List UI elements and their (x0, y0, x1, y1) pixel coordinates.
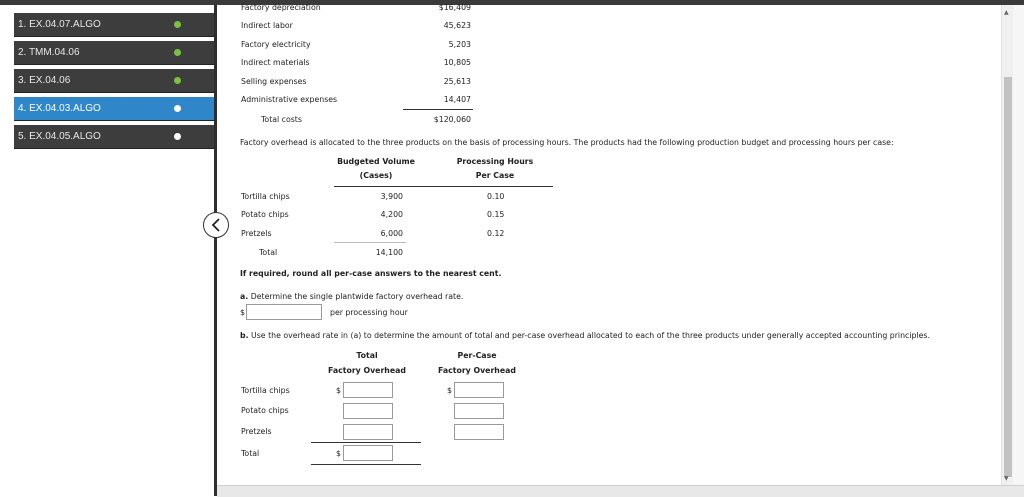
cost-total-label: Total costs (261, 115, 302, 124)
product-label: Potato chips (241, 406, 289, 415)
cost-value: 5,203 (448, 40, 471, 49)
cost-total-value: $120,060 (433, 115, 471, 124)
cost-label: Administrative expenses (241, 95, 338, 104)
product-label: Tortilla chips (241, 386, 290, 395)
complete-status-icon (174, 21, 181, 28)
volume-value: 4,200 (380, 210, 403, 219)
volume-value: 3,900 (380, 192, 403, 201)
subtotal-rule (311, 442, 421, 443)
cost-value: 45,623 (443, 21, 471, 30)
header-rule (334, 186, 553, 187)
volume-header-unit: (Cases) (359, 171, 393, 180)
part-b-letter: b. (240, 331, 249, 340)
product-label: Pretzels (241, 229, 272, 238)
sidebar (0, 5, 216, 496)
per-case-header: Per-Case (457, 351, 497, 360)
cost-label: Indirect labor (241, 21, 293, 30)
total-overhead-input[interactable] (343, 445, 393, 461)
complete-status-icon (174, 49, 181, 56)
product-label: Tortilla chips (241, 192, 290, 201)
currency-symbol: $ (336, 449, 341, 458)
part-b-text: Use the overhead rate in (a) to determine the amount of total and per-case overhead allocated to each of the three products under generally accepted accounting principles. (251, 331, 930, 340)
pretzels-per-case-input[interactable] (454, 424, 504, 440)
hours-header: Processing Hours (456, 157, 534, 166)
cost-value: 10,805 (443, 58, 471, 67)
sidebar-item-label: 3. EX.04.06 (18, 75, 71, 86)
volume-header: Budgeted Volume (337, 157, 415, 166)
product-label: Pretzels (241, 427, 272, 436)
total-double-rule (311, 464, 421, 465)
cost-value: 14,407 (443, 95, 471, 104)
part-a-question (240, 292, 463, 301)
per-case-header-sub: Factory Overhead (437, 366, 516, 375)
rounding-note: If required, round all per-case answers to the nearest cent. (240, 269, 502, 278)
cost-label: Factory depreciation (241, 3, 321, 12)
scroll-down-icon[interactable]: ▼ (1004, 475, 1009, 482)
scroll-up-icon[interactable]: ▲ (1004, 9, 1009, 16)
part-b-question (240, 331, 930, 340)
sidebar-item-label: 1. EX.04.07.ALGO (18, 19, 101, 30)
sidebar-item-1[interactable] (14, 13, 214, 37)
potato-total-overhead-input[interactable] (343, 403, 393, 419)
problem-content (217, 5, 1000, 485)
product-label: Potato chips (241, 210, 289, 219)
cost-label: Factory electricity (241, 40, 311, 49)
sidebar-item-label: 5. EX.04.05.ALGO (18, 131, 101, 142)
hours-value: 0.15 (487, 210, 505, 219)
hours-header-unit: Per Case (475, 171, 515, 180)
currency-symbol: $ (447, 386, 452, 395)
total-label: Total (241, 449, 260, 458)
hours-value: 0.12 (487, 229, 505, 238)
volume-value: 6,000 (380, 229, 403, 238)
hours-value: 0.10 (487, 192, 505, 201)
total-overhead-header-sub: Factory Overhead (327, 366, 406, 375)
sidebar-item-2[interactable] (14, 41, 214, 65)
complete-status-icon (174, 77, 181, 84)
cost-value: $16,409 (438, 3, 471, 12)
sidebar-item-label: 2. TMM.04.06 (18, 47, 80, 58)
volume-total-rule (334, 242, 406, 243)
budget-total-label: Total (259, 248, 278, 257)
overhead-rate-input[interactable] (246, 304, 322, 320)
tortilla-per-case-input[interactable] (454, 382, 504, 398)
scroll-thumb[interactable] (1004, 77, 1012, 477)
budget-total-value: 14,100 (375, 248, 403, 257)
sidebar-item-3[interactable] (14, 69, 214, 93)
rate-unit-label: per processing hour (330, 308, 408, 317)
bottom-bar (217, 485, 1024, 497)
currency-symbol: $ (240, 308, 245, 317)
pretzels-total-overhead-input[interactable] (343, 424, 393, 440)
cost-value: 25,613 (443, 77, 471, 86)
current-status-icon (174, 105, 181, 112)
potato-per-case-input[interactable] (454, 403, 504, 419)
part-a-letter: a. (240, 292, 249, 301)
total-rule (403, 109, 473, 110)
allocation-text: Factory overhead is allocated to the three products on the basis of processing hours. The products had the following production budget and processing hours per case: (240, 138, 894, 147)
cost-label: Indirect materials (241, 58, 310, 67)
tortilla-total-overhead-input[interactable] (343, 382, 393, 398)
currency-symbol: $ (336, 386, 341, 395)
part-a-text: Determine the single plantwide factory overhead rate. (250, 292, 464, 301)
incomplete-status-icon (174, 133, 181, 140)
sidebar-item-5[interactable] (14, 125, 214, 149)
right-panel-edge (1013, 5, 1024, 485)
cost-label: Selling expenses (241, 77, 307, 86)
sidebar-item-4[interactable] (14, 97, 214, 121)
sidebar-item-label: 4. EX.04.03.ALGO (18, 103, 101, 114)
total-overhead-header: Total (356, 351, 378, 360)
